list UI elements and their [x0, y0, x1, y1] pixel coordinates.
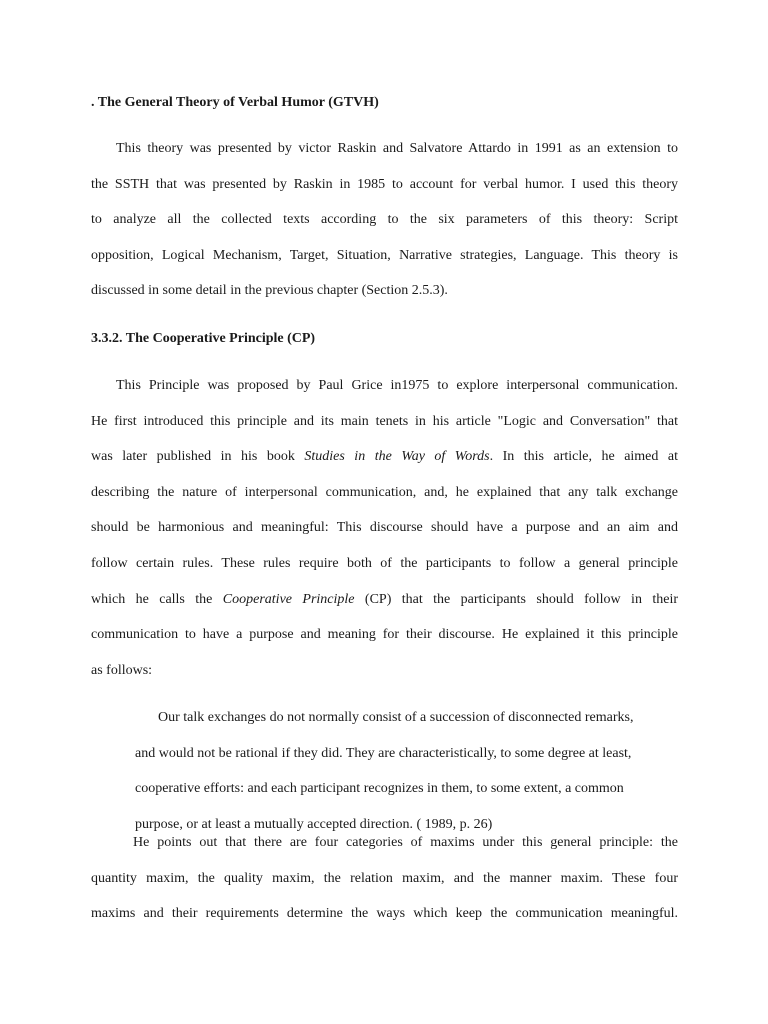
paragraph-line: should be harmonious and meaningful: This discourse should have a purpose and an aim and	[91, 520, 678, 536]
quote-line: purpose, or at least a mutually accepted direction. ( 1989, p. 26)	[135, 816, 493, 832]
cp-heading: 3.3.2. The Cooperative Principle (CP)	[91, 331, 316, 346]
paragraph-line: communication to have a purpose and meaning for their discourse. He explained it this principle	[91, 627, 678, 643]
paragraph-line	[91, 582, 678, 618]
paragraph-line: He points out that there are four categories of maxims under this general principle: the	[133, 835, 678, 850]
principle-term: Cooperative Principle	[222, 591, 355, 607]
paragraph-line: opposition, Logical Mechanism, Target, Situation, Narrative strategies, Language. This theory is	[91, 247, 678, 263]
paragraph-line	[91, 439, 678, 475]
paragraph-line: quantity maxim, the quality maxim, the relation maxim, and the manner maxim. These four	[91, 870, 678, 886]
gtvh-heading: . The General Theory of Verbal Humor (GTVH)	[91, 95, 379, 110]
text-run: which he calls the	[91, 591, 223, 607]
book-title: Studies in the Way of Words	[304, 449, 490, 465]
paragraph-line: to analyze all the collected texts according to the six parameters of this theory: Script	[91, 212, 678, 228]
quote-line: and would not be rational if they did. They are characteristically, to some degree at least,	[135, 745, 632, 761]
cp-paragraph	[91, 368, 678, 688]
paragraph-line: follow certain rules. These rules require both of the participants to follow a general principle	[91, 555, 678, 571]
paragraph-line: the SSTH that was presented by Raskin in 1985 to account for verbal humor. I used this theory	[91, 176, 678, 192]
text-run: (CP) that the participants should follow in their	[354, 591, 679, 607]
paragraph-line: maxims and their requirements determine the ways which keep the communication meaningful.	[91, 906, 678, 922]
paragraph-line: discussed in some detail in the previous chapter (Section 2.5.3).	[91, 283, 448, 299]
block-quote	[135, 700, 670, 842]
text-run: . In this article, he aimed at	[489, 449, 679, 465]
quote-line: cooperative efforts: and each participant recognizes in them, to some extent, a common	[135, 781, 624, 797]
paragraph-line: He first introduced this principle and its main tenets in his article "Logic and Conversation" that	[91, 413, 678, 429]
paragraph-line: as follows:	[91, 662, 153, 678]
paragraph-line: describing the nature of interpersonal communication, and, he explained that any talk exchange	[91, 484, 678, 500]
gtvh-paragraph	[91, 131, 678, 309]
paragraph-line: This theory was presented by victor Raskin and Salvatore Attardo in 1991 as an extension to	[116, 141, 678, 156]
maxims-paragraph	[91, 825, 678, 932]
text-run: was later published in his book	[91, 449, 305, 465]
paragraph-line: This Principle was proposed by Paul Grice in1975 to explore interpersonal communication.	[116, 378, 678, 393]
quote-line: Our talk exchanges do not normally consist of a succession of disconnected remarks,	[158, 710, 634, 725]
